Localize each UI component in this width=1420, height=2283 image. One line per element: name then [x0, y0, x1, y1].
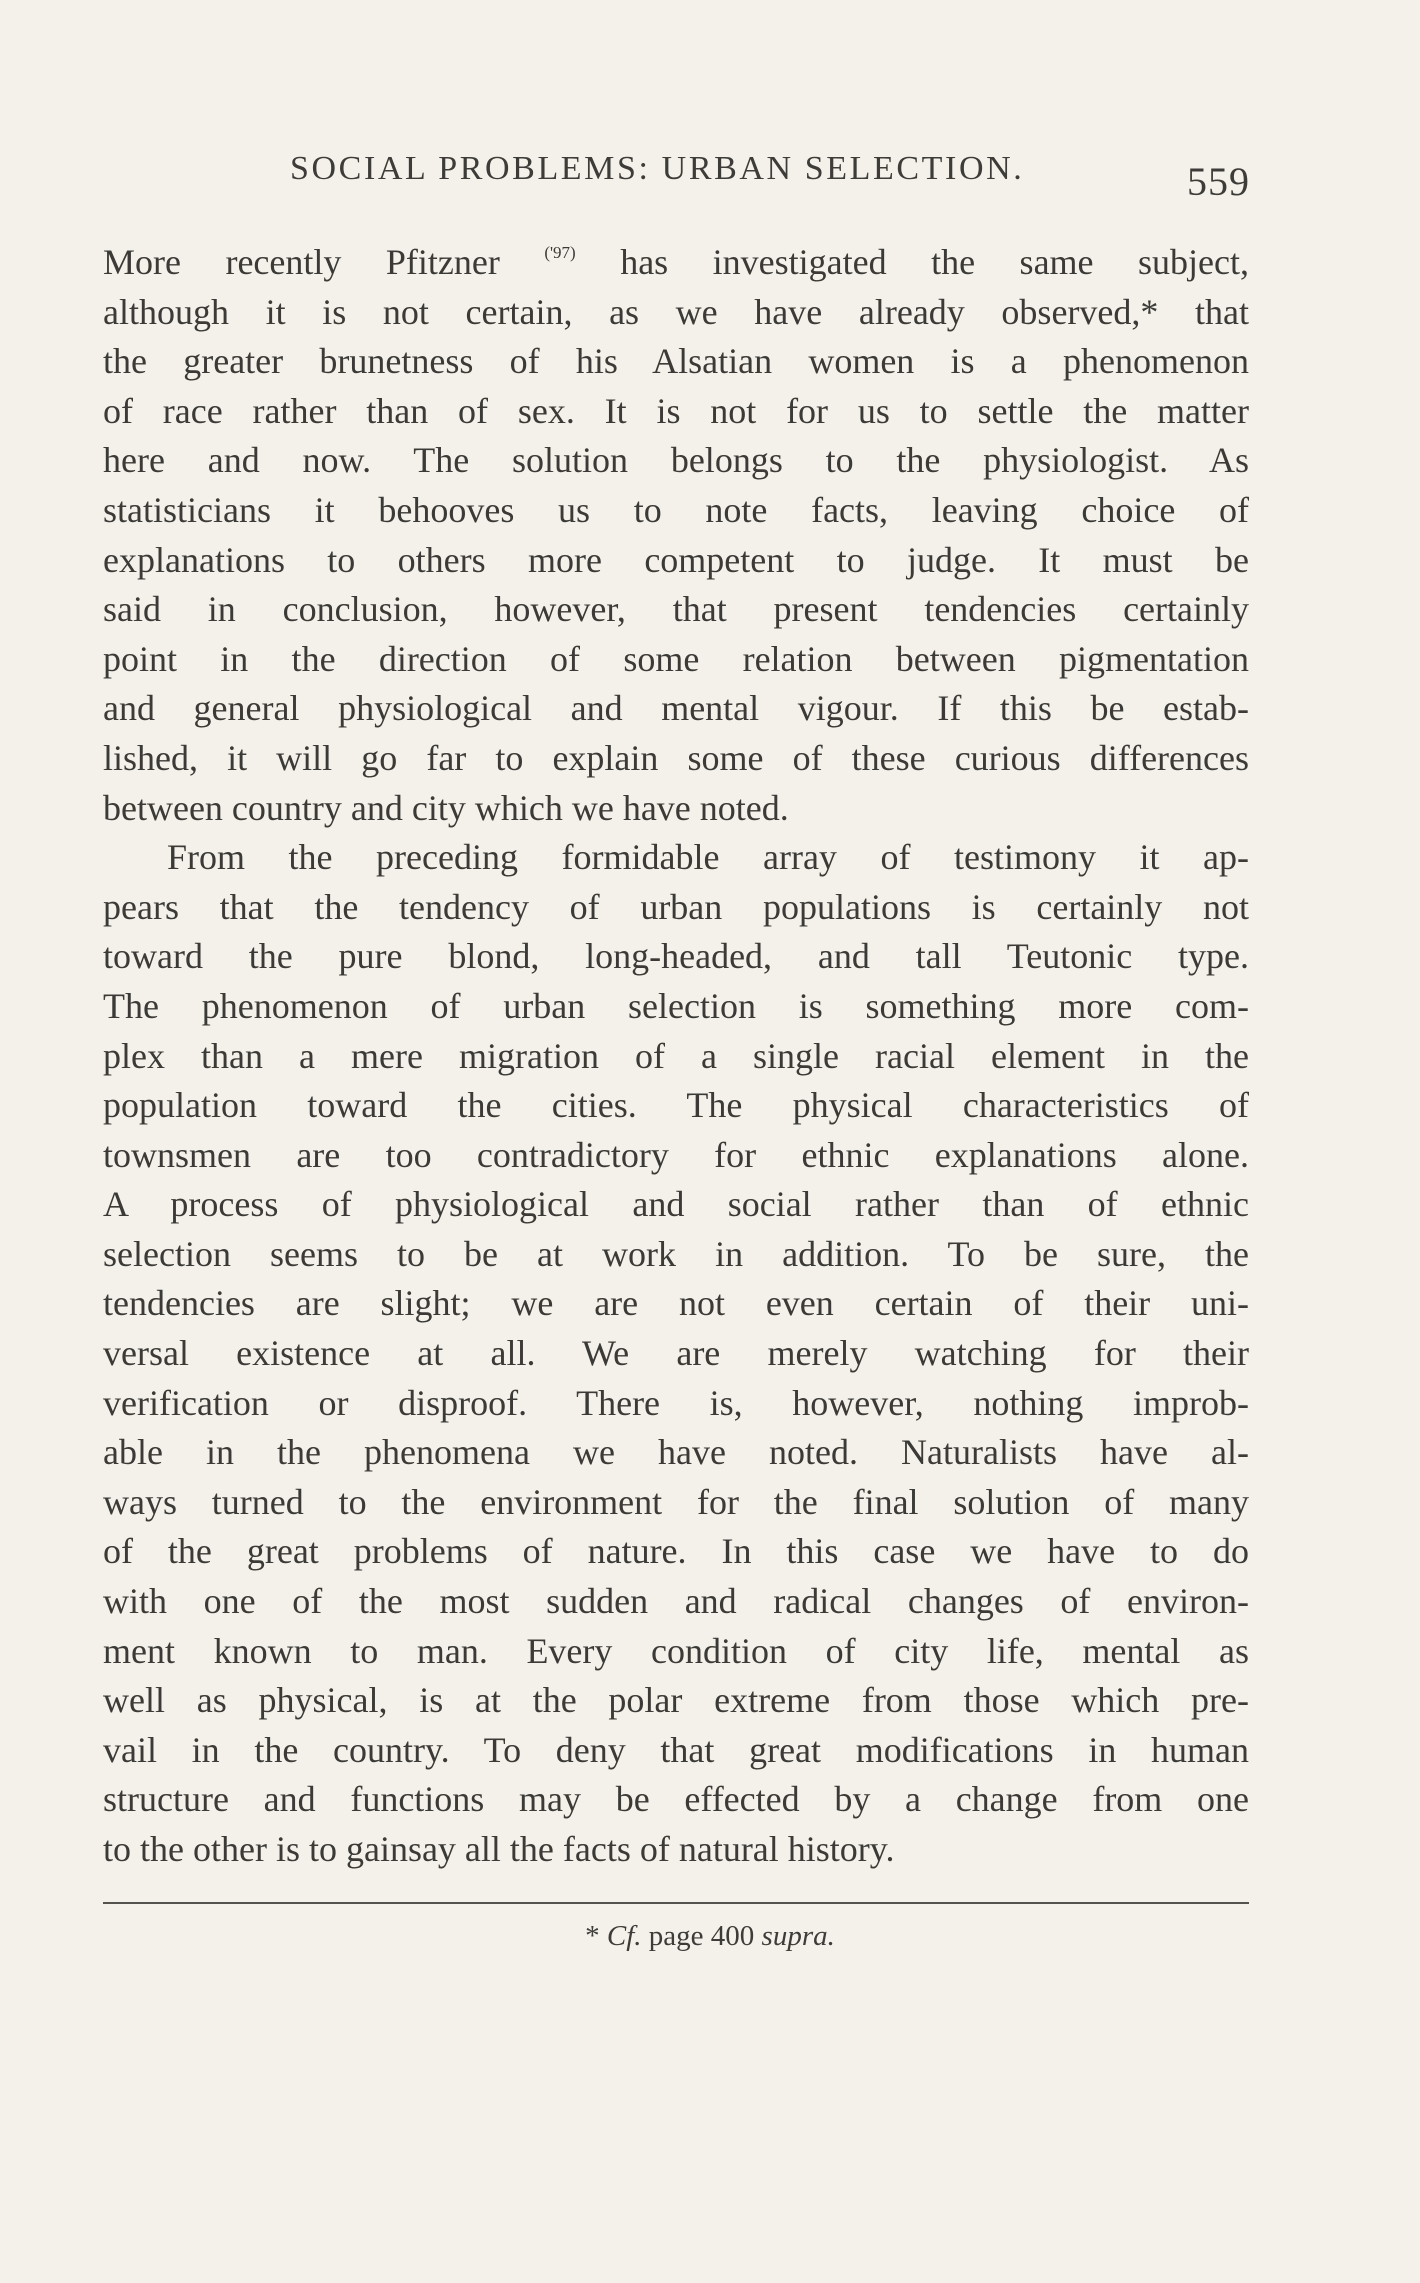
text-line: ways turned to the environment for the final solution of many [103, 1481, 1249, 1522]
footnote [0, 1920, 1420, 1953]
text-line: pears that the tendency of urban populations is certainly not [103, 886, 1249, 927]
text-line: lished, it will go far to explain some of these curious differences [103, 737, 1249, 778]
footnote-cf: Cf. [606, 1920, 642, 1952]
text-line: point in the direction of some relation between pigmentation [103, 638, 1249, 679]
footnote-marker: * [585, 1920, 600, 1952]
text-line: The phenomenon of urban selection is something more com- [103, 985, 1249, 1026]
text-line: A process of physiological and social rather than of ethnic [103, 1184, 1249, 1225]
text-line: and general physiological and mental vigour. If this be estab- [103, 688, 1249, 729]
text-line: townsmen are too contradictory for ethnic explanations alone. [103, 1134, 1249, 1175]
text-line: here and now. The solution belongs to the physiologist. As [103, 440, 1249, 481]
text-line: ment known to man. Every condition of city life, mental as [103, 1630, 1249, 1671]
text-line: although it is not certain, as we have already observed,* that [103, 291, 1249, 332]
text-line: statisticians it behooves us to note facts, leaving choice of [103, 489, 1249, 530]
text-line: population toward the cities. The physical characteristics of [103, 1085, 1249, 1126]
citation-superscript: ('97) [544, 243, 576, 262]
text-line: between country and city which we have noted. [103, 787, 789, 828]
page-number: 559 [1187, 159, 1250, 204]
text-line: said in conclusion, however, that present tendencies certainly [103, 589, 1249, 630]
text-line: able in the phenomena we have noted. Naturalists have al- [103, 1432, 1249, 1473]
text-line: with one of the most sudden and radical changes of environ- [103, 1581, 1249, 1622]
text-line: of the great problems of nature. In this case we have to do [103, 1531, 1249, 1572]
text-line: structure and functions may be effected by a change from one [103, 1779, 1249, 1820]
text-span: has investigated the same subject, [620, 242, 1249, 282]
running-head: SOCIAL PROBLEMS: URBAN SELECTION. [290, 150, 1025, 187]
footnote-supra: supra. [761, 1920, 835, 1952]
text-line: explanations to others more competent to judge. It must be [103, 539, 1249, 580]
text-line [103, 238, 1249, 288]
text-line: vail in the country. To deny that great modifications in human [103, 1729, 1249, 1770]
text-line: versal existence at all. We are merely watching for their [103, 1333, 1249, 1374]
text-line: to the other is to gainsay all the facts of natural history. [103, 1829, 895, 1869]
body-text [103, 238, 1249, 1875]
text-line: of race rather than of sex. It is not for us to settle the matter [103, 390, 1249, 431]
footnote-divider [103, 1902, 1249, 1904]
text-span: More recently Pfitzner [103, 242, 500, 282]
text-line: verification or disproof. There is, however, nothing improb- [103, 1382, 1249, 1423]
text-line: tendencies are slight; we are not even certain of their uni- [103, 1283, 1249, 1324]
text-line: selection seems to be at work in addition. To be sure, the [103, 1233, 1249, 1274]
text-line: plex than a mere migration of a single racial element in the [103, 1035, 1249, 1076]
text-line: From the preceding formidable array of testimony it ap- [167, 837, 1249, 878]
text-line: toward the pure blond, long-headed, and tall Teutonic type. [103, 936, 1249, 977]
text-line: well as physical, is at the polar extreme from those which pre- [103, 1680, 1249, 1721]
text-line: the greater brunetness of his Alsatian women is a phenomenon [103, 341, 1249, 382]
footnote-page: page 400 [648, 1920, 755, 1952]
page-header [0, 150, 1420, 204]
